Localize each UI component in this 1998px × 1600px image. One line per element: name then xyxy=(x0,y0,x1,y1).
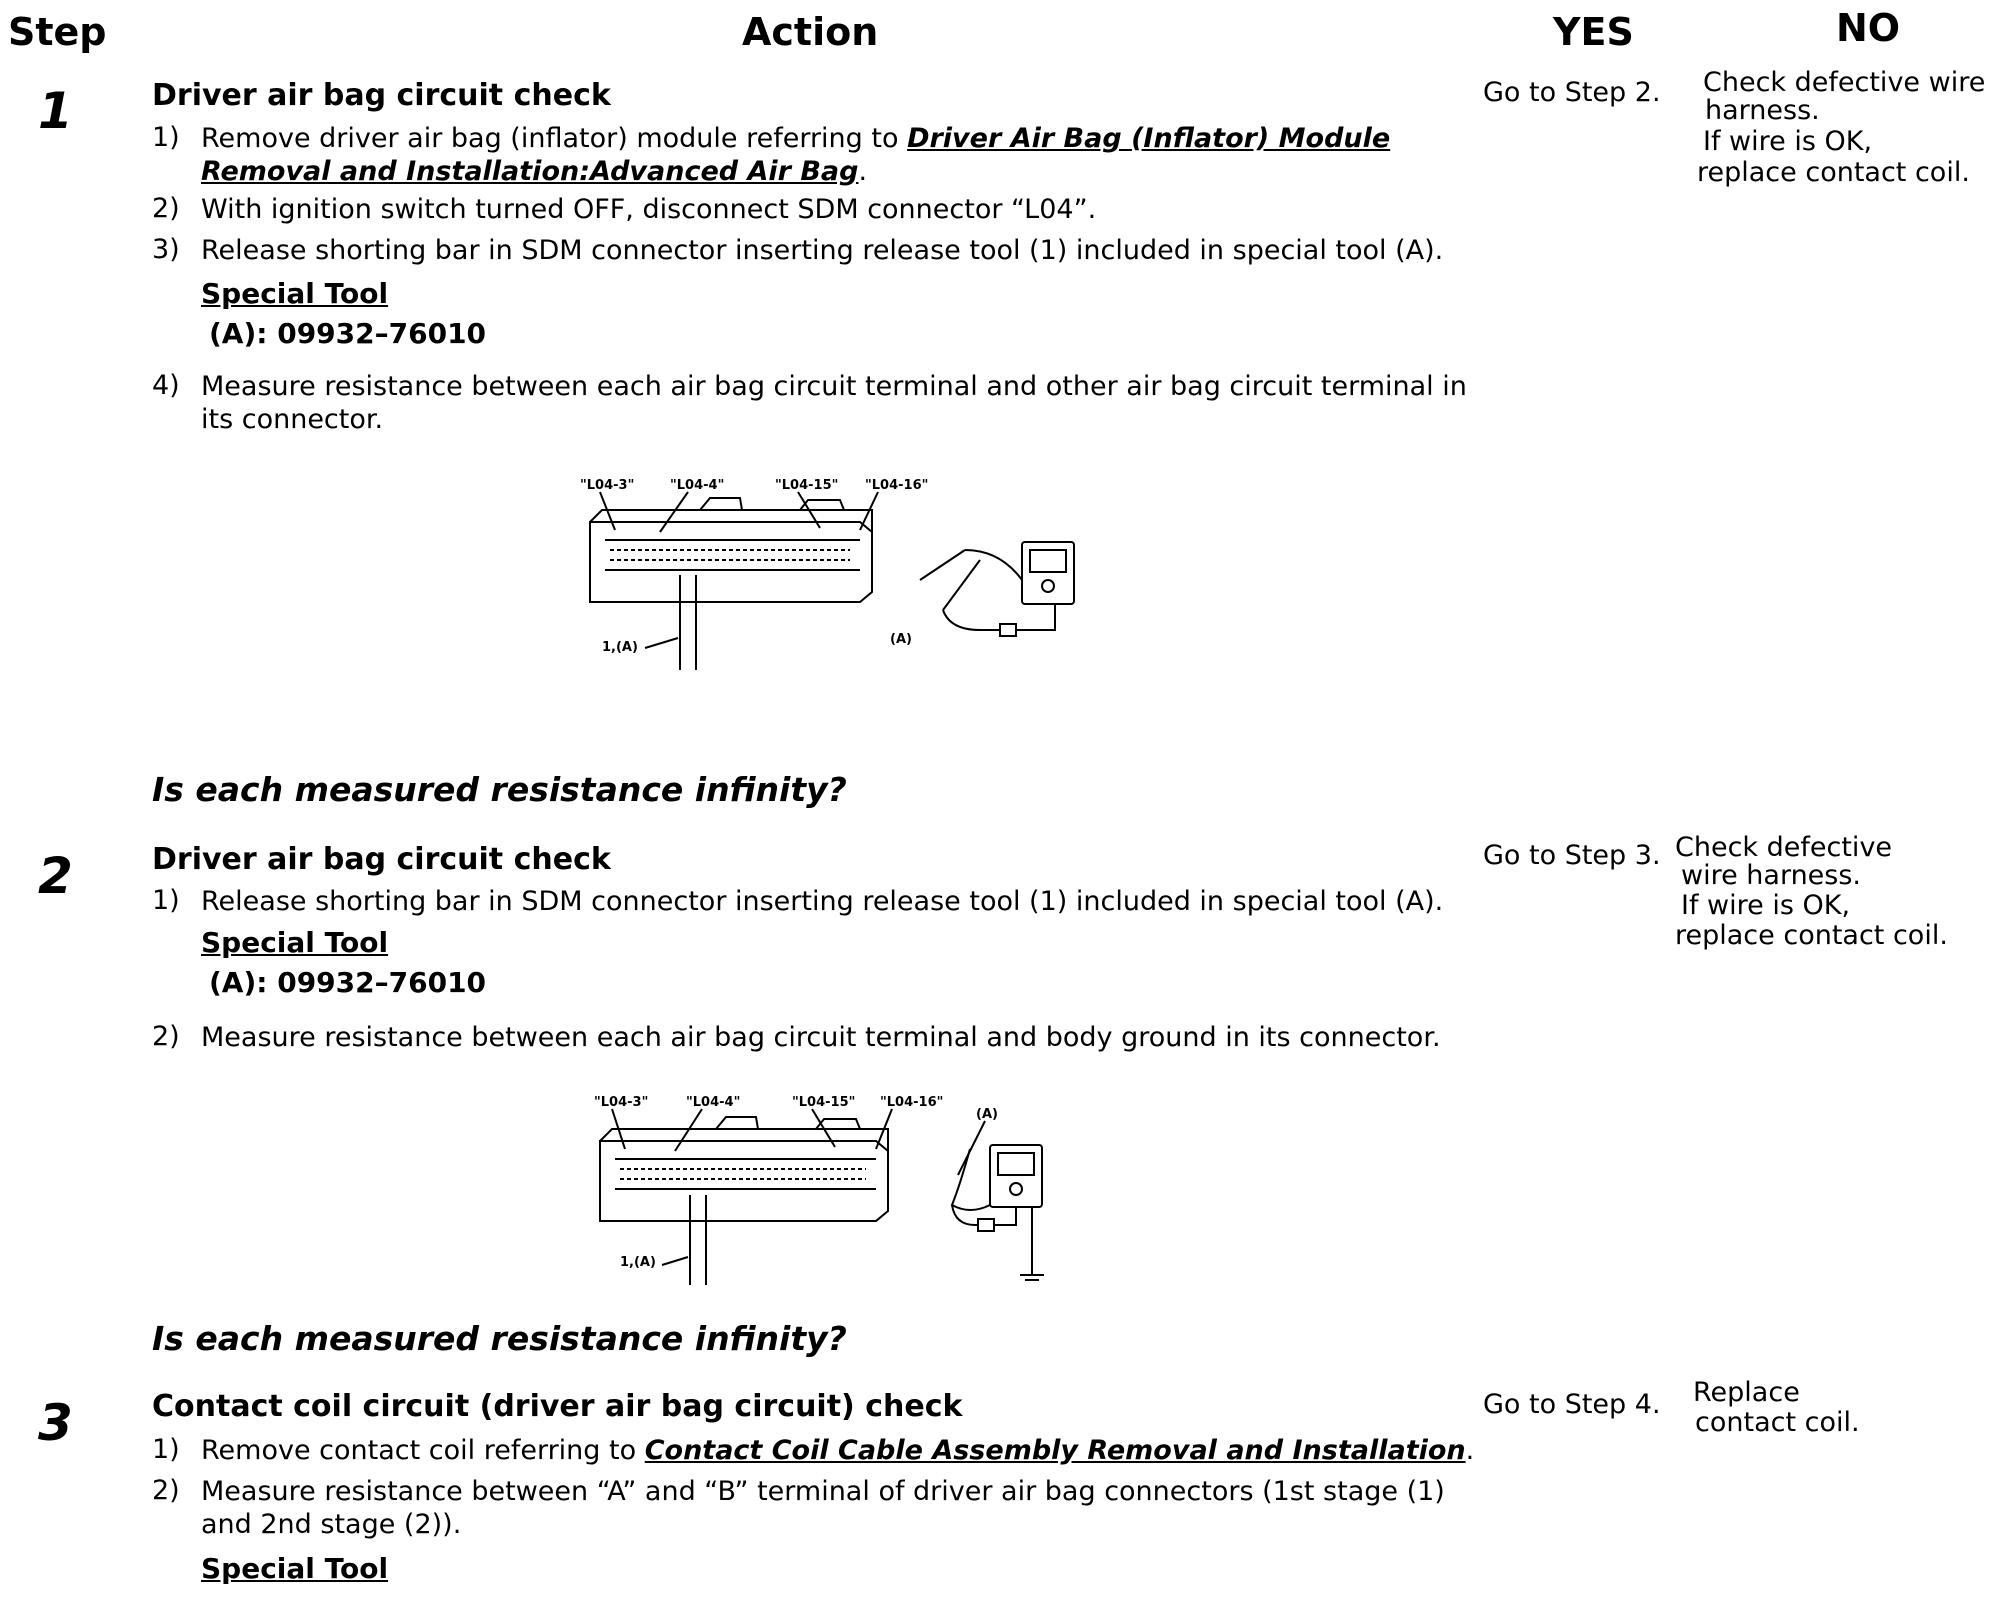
step-1-label-l04-16: "L04-16" xyxy=(865,478,929,493)
step-3-item-2-line-1: Measure resistance between “A” and “B” terminal of driver air bag connectors (1st stage (1) xyxy=(201,1476,1445,1507)
step-1-no-line-3: If wire is OK, xyxy=(1703,126,1873,157)
step-2-label-tool: 1,(A) xyxy=(620,1255,656,1270)
step-2-no-line-3: If wire is OK, xyxy=(1681,890,1851,921)
step-1-diagram xyxy=(560,470,1080,670)
step-3-title: Contact coil circuit (driver air bag circuit) check xyxy=(152,1389,963,1424)
step-1-no-line-2: harness. xyxy=(1705,95,1820,126)
step-number-1: 1 xyxy=(38,82,73,140)
step-2-no-line-1: Check defective xyxy=(1675,832,1893,863)
step-1-item-1-number: 1) xyxy=(152,122,180,153)
step-3-item-1-line xyxy=(201,1434,1474,1467)
step-1-label-l04-3: "L04-3" xyxy=(580,478,635,493)
step-2-item-1-number: 1) xyxy=(152,885,180,916)
step-2-item-1-text: Release shorting bar in SDM connector inserting release tool (1) included in special tool (A). xyxy=(201,886,1444,917)
step-3-item-1-link[interactable]: Contact Coil Cable Assembly Removal and Installation xyxy=(644,1435,1466,1466)
step-2-no-line-4: replace contact coil. xyxy=(1675,920,1948,951)
step-2-label-l04-3: "L04-3" xyxy=(594,1095,649,1110)
step-3-item-1-text: Remove contact coil referring to xyxy=(201,1435,645,1466)
step-1-no-line-4: replace contact coil. xyxy=(1697,157,1970,188)
step-2-question: Is each measured resistance infinity? xyxy=(152,1319,847,1358)
step-1-item-3-text: Release shorting bar in SDM connector inserting release tool (1) included in special tool (A). xyxy=(201,235,1444,266)
step-2-no-line-2: wire harness. xyxy=(1681,860,1862,891)
step-1-item-2-text: With ignition switch turned OFF, disconnect SDM connector “L04”. xyxy=(201,194,1097,225)
header-step: Step xyxy=(8,10,107,54)
step-1-item-4-line-2: its connector. xyxy=(201,404,384,435)
step-2-special-tool-label: Special Tool xyxy=(201,926,389,959)
step-3-item-2-line-2: and 2nd stage (2)). xyxy=(201,1509,462,1540)
step-number-3: 3 xyxy=(38,1394,73,1452)
step-2-label-l04-4: "L04-4" xyxy=(686,1095,741,1110)
step-1-no-line-1: Check defective wire xyxy=(1703,67,1986,98)
step-1-label-l04-15: "L04-15" xyxy=(775,478,839,493)
step-1-item-2-number: 2) xyxy=(152,193,180,224)
step-1-special-tool-value: (A): 09932–76010 xyxy=(209,317,487,350)
step-2-special-tool-value: (A): 09932–76010 xyxy=(209,966,487,999)
step-3-special-tool-label: Special Tool xyxy=(201,1552,389,1585)
step-1-item-1-line-1 xyxy=(201,122,1390,155)
step-2-item-2-number: 2) xyxy=(152,1021,180,1052)
header-no: NO xyxy=(1836,6,1901,50)
step-1-item-4-line-1: Measure resistance between each air bag circuit terminal and other air bag circuit terminal in xyxy=(201,371,1467,402)
step-2-connector-drawing xyxy=(580,1085,1080,1285)
step-3-yes: Go to Step 4. xyxy=(1483,1389,1661,1420)
step-1-item-1-link-a[interactable]: Driver Air Bag (Inflator) Module xyxy=(907,123,1391,154)
step-1-item-4-number: 4) xyxy=(152,370,180,401)
step-2-yes: Go to Step 3. xyxy=(1483,840,1661,871)
step-1-title: Driver air bag circuit check xyxy=(152,78,611,113)
step-3-item-1-end: . xyxy=(1465,1435,1475,1466)
header-action: Action xyxy=(742,10,879,54)
step-3-no-line-1: Replace xyxy=(1693,1377,1800,1408)
step-1-yes: Go to Step 2. xyxy=(1483,77,1661,108)
step-3-item-1-number: 1) xyxy=(152,1434,180,1465)
step-3-item-2-number: 2) xyxy=(152,1475,180,1506)
step-number-2: 2 xyxy=(38,847,73,905)
step-2-label-probe: (A) xyxy=(976,1107,998,1122)
step-1-item-1-line-2 xyxy=(201,155,867,188)
step-1-item-1-link-b[interactable]: Removal and Installation:Advanced Air Bag xyxy=(201,156,859,187)
step-1-item-3-number: 3) xyxy=(152,234,180,265)
step-2-title: Driver air bag circuit check xyxy=(152,842,611,877)
step-1-item-1-text: Remove driver air bag (inflator) module referring to xyxy=(201,123,908,154)
step-1-question: Is each measured resistance infinity? xyxy=(152,770,847,809)
step-1-item-1-end: . xyxy=(858,156,868,187)
step-1-connector-drawing xyxy=(560,470,1080,670)
step-3-no-line-2: contact coil. xyxy=(1695,1407,1860,1438)
step-2-label-l04-16: "L04-16" xyxy=(880,1095,944,1110)
step-1-label-probe: (A) xyxy=(890,632,912,647)
step-2-label-l04-15: "L04-15" xyxy=(792,1095,856,1110)
step-1-label-l04-4: "L04-4" xyxy=(670,478,725,493)
step-2-item-2-text: Measure resistance between each air bag circuit terminal and body ground in its connector. xyxy=(201,1022,1441,1053)
step-1-label-tool: 1,(A) xyxy=(602,640,638,655)
header-yes: YES xyxy=(1553,10,1634,54)
step-2-diagram xyxy=(580,1085,1080,1285)
step-1-special-tool-label: Special Tool xyxy=(201,277,389,310)
